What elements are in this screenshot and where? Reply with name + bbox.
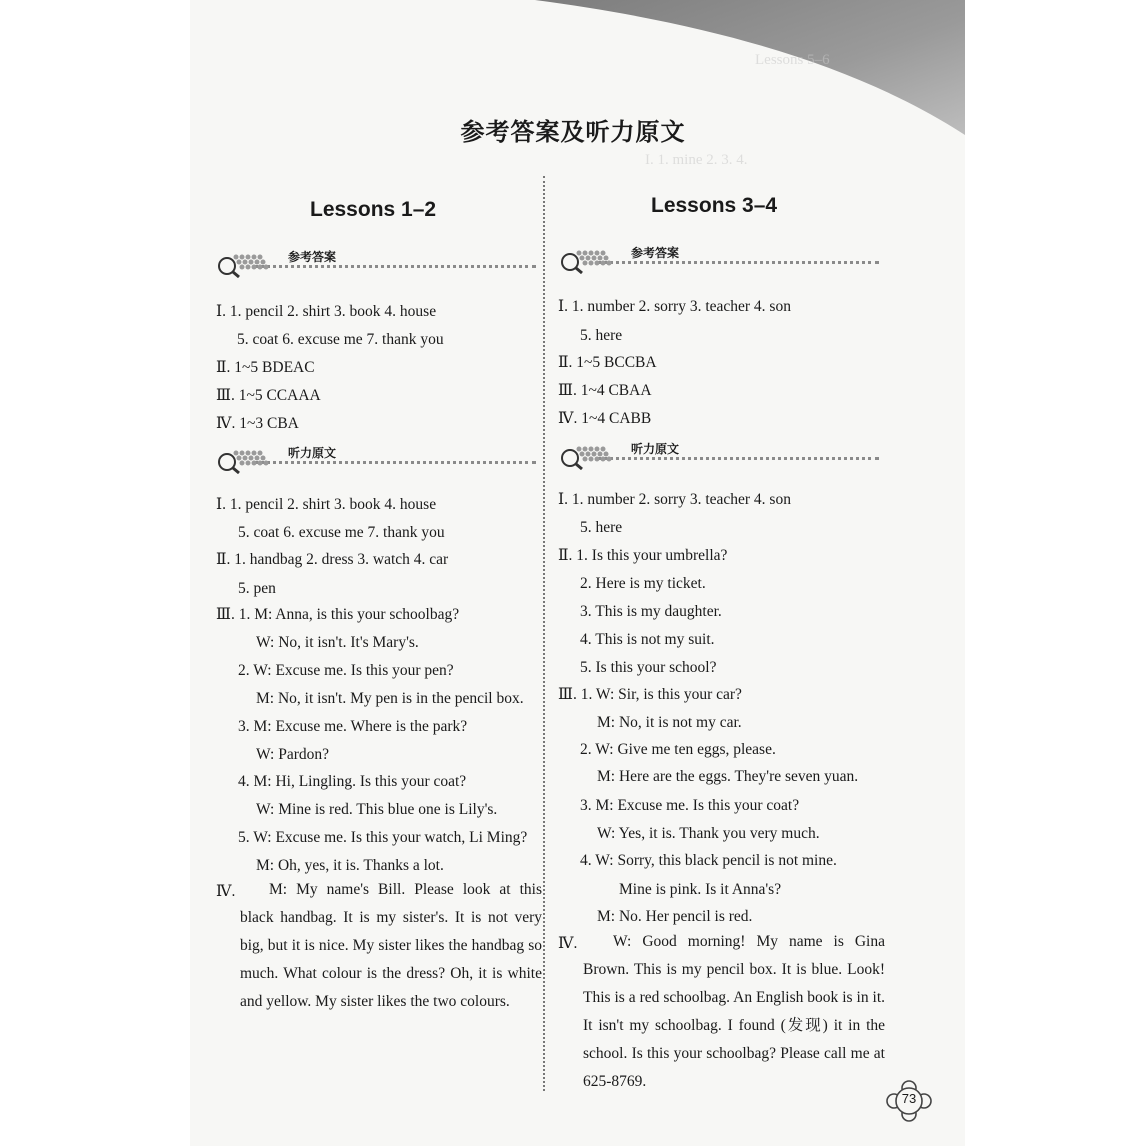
left-lesson-title: Lessons 1–2 bbox=[310, 198, 437, 221]
listening-line: W: Yes, it is. Thank you very much. bbox=[597, 825, 820, 842]
listening-line: M: No, it is not my car. bbox=[597, 714, 742, 731]
listening-line: Ⅱ. 1. Is this your umbrella? bbox=[558, 547, 728, 564]
column-divider bbox=[543, 176, 545, 1091]
page-title: 参考答案及听力原文 bbox=[460, 118, 686, 146]
left-listening-header bbox=[214, 444, 536, 478]
page-number-badge bbox=[884, 1080, 934, 1122]
show-through-text: I. 1. mine 2. 3. 4. bbox=[645, 152, 748, 168]
listening-passage bbox=[240, 876, 542, 1016]
answer-line: Ⅰ. 1. number 2. sorry 3. teacher 4. son bbox=[558, 298, 791, 315]
page-number: 73 bbox=[901, 1091, 917, 1106]
listening-line: 4. M: Hi, Lingling. Is this your coat? bbox=[238, 773, 467, 790]
right-answers-header bbox=[557, 244, 879, 278]
listening-line: 2. W: Give me ten eggs, please. bbox=[580, 741, 776, 758]
listening-line: 3. M: Excuse me. Where is the park? bbox=[238, 718, 468, 735]
listening-line: 5. coat 6. excuse me 7. thank you bbox=[238, 524, 445, 541]
right-lesson-title: Lessons 3–4 bbox=[651, 194, 778, 217]
answer-line: 5. here bbox=[580, 327, 623, 344]
listening-label: 听力原文 bbox=[627, 440, 683, 457]
right-listening-header bbox=[557, 440, 879, 474]
answers-label: 参考答案 bbox=[284, 248, 340, 265]
listening-line: 5. W: Excuse me. Is this your watch, Li Ming? bbox=[238, 829, 528, 846]
listening-line: M: No, it isn't. My pen is in the pencil box. bbox=[256, 690, 524, 707]
listening-line: 5. pen bbox=[238, 580, 276, 597]
passage-text: W: Good morning! My name is Gina Brown. This is my pencil box. It is blue. Look! This is a red schoolbag. An English book is in it. It isn't my schoolbag. I found (发现) it in the school. Is this your schoolbag? Please call me at 625-8769. bbox=[583, 933, 885, 1090]
listening-line: 3. This is my daughter. bbox=[580, 603, 722, 620]
listening-line: W: No, it isn't. It's Mary's. bbox=[256, 634, 419, 651]
listening-passage bbox=[583, 928, 885, 1096]
listening-line: 5. Is this your school? bbox=[580, 659, 717, 676]
magnifier-icon bbox=[557, 248, 621, 274]
passage-marker: Ⅳ. bbox=[558, 935, 578, 952]
answer-line: 5. coat 6. excuse me 7. thank you bbox=[237, 331, 444, 348]
listening-line: 5. here bbox=[580, 519, 623, 536]
listening-line: 4. This is not my suit. bbox=[580, 631, 715, 648]
magnifier-icon bbox=[557, 444, 621, 470]
magnifier-icon bbox=[214, 252, 278, 278]
listening-line: 2. Here is my ticket. bbox=[580, 575, 706, 592]
answers-label: 参考答案 bbox=[627, 244, 683, 261]
show-through-text: Lessons 5–6 bbox=[755, 52, 830, 68]
passage-marker: Ⅳ. bbox=[216, 883, 236, 900]
listening-line: Ⅱ. 1. handbag 2. dress 3. watch 4. car bbox=[216, 551, 449, 568]
answer-line: Ⅲ. 1~4 CBAA bbox=[558, 382, 652, 399]
listening-line: Ⅰ. 1. number 2. sorry 3. teacher 4. son bbox=[558, 491, 791, 508]
answer-line: Ⅳ. 1~3 CBA bbox=[216, 415, 299, 432]
left-answers-header bbox=[214, 248, 536, 282]
answer-line: Ⅳ. 1~4 CABB bbox=[558, 410, 652, 427]
listening-line: Ⅲ. 1. W: Sir, is this your car? bbox=[558, 686, 742, 703]
listening-line: Ⅲ. 1. M: Anna, is this your schoolbag? bbox=[216, 606, 460, 623]
magnifier-icon bbox=[214, 448, 278, 474]
dotted-rule bbox=[597, 261, 879, 264]
listening-line: 4. W: Sorry, this black pencil is not mine. bbox=[580, 852, 837, 869]
listening-line: M: No. Her pencil is red. bbox=[597, 908, 753, 925]
listening-line: M: Here are the eggs. They're seven yuan. bbox=[597, 768, 859, 785]
answer-line: Ⅲ. 1~5 CCAAA bbox=[216, 387, 321, 404]
listening-line: W: Pardon? bbox=[256, 746, 330, 763]
dotted-rule bbox=[597, 457, 879, 460]
answer-line: Ⅱ. 1~5 BCCBA bbox=[558, 354, 657, 371]
dotted-rule bbox=[254, 265, 536, 268]
answer-line: Ⅱ. 1~5 BDEAC bbox=[216, 359, 315, 376]
passage-text: M: My name's Bill. Please look at this black handbag. It is my sister's. It is not very big, but it is nice. My sister likes the handbag so much. What colour is the dress? Oh, it is white and yellow. My sister likes the two colours. bbox=[240, 881, 542, 1010]
listening-label: 听力原文 bbox=[284, 444, 340, 461]
listening-line: 2. W: Excuse me. Is this your pen? bbox=[238, 662, 454, 679]
listening-line: M: Oh, yes, it is. Thanks a lot. bbox=[256, 857, 444, 874]
listening-line: W: Mine is red. This blue one is Lily's. bbox=[256, 801, 498, 818]
listening-line: 3. M: Excuse me. Is this your coat? bbox=[580, 797, 800, 814]
dotted-rule bbox=[254, 461, 536, 464]
answer-line: Ⅰ. 1. pencil 2. shirt 3. book 4. house bbox=[216, 303, 437, 320]
listening-line: Mine is pink. Is it Anna's? bbox=[619, 881, 782, 898]
listening-line: Ⅰ. 1. pencil 2. shirt 3. book 4. house bbox=[216, 496, 437, 513]
